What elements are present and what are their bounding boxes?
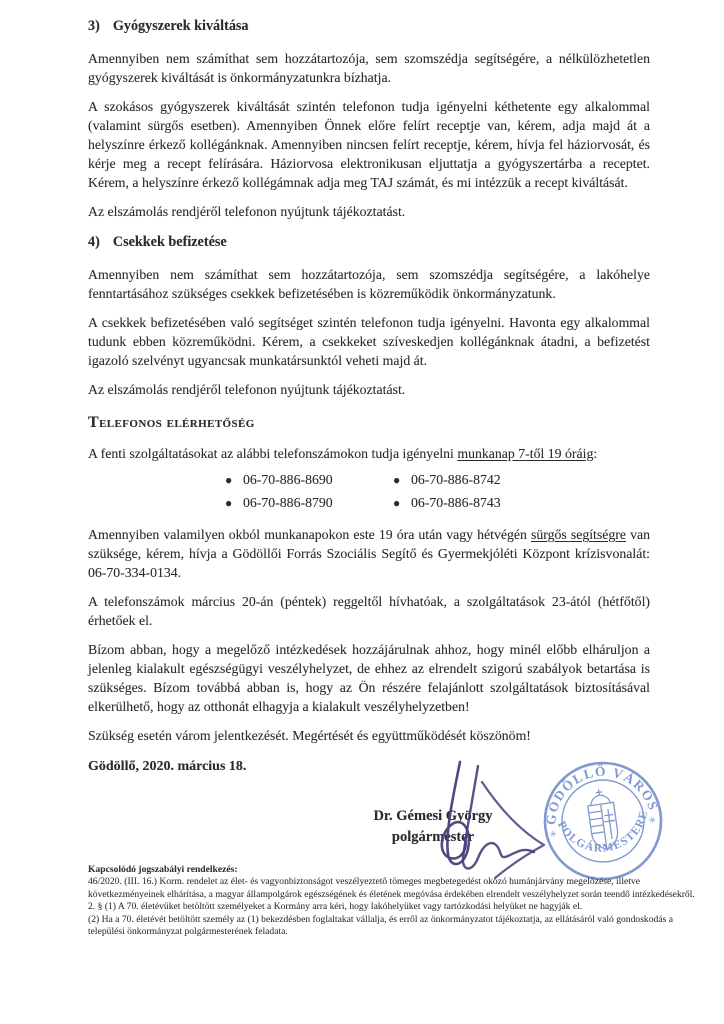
phone-number-item xyxy=(225,493,393,513)
bullet-icon: ● xyxy=(225,473,233,487)
phone-number-item xyxy=(393,493,650,513)
footnote-heading: Kapcsolódó jogszabályi rendelkezés: xyxy=(88,864,238,875)
phone-number: 06-70-886-8790 xyxy=(243,495,333,510)
signature-block xyxy=(328,806,538,848)
signer-role: polgármester xyxy=(391,829,475,845)
stamp-top-text: GÖDÖLLŐ VÁROS xyxy=(543,763,662,826)
letter-body xyxy=(88,14,650,775)
phone-number: 06-70-886-8742 xyxy=(411,472,501,487)
bullet-icon: ● xyxy=(393,473,401,487)
bullet-icon: ● xyxy=(225,496,233,510)
phone-number-item xyxy=(393,470,650,490)
contact-intro-prefix: A fenti szolgáltatásokat az alábbi telefonszámokon tudja igényelni xyxy=(88,446,458,461)
section-3-paragraph-2: A szokásos gyógyszerek kiváltását szintén telefonon tudja igényelni kéthetente egy alkalommal (valamint sürgős esetben). Amennyiben Önnek előre felírt receptje van, kérem, adja majd át a helyszínre érkező kollégánknak. Amennyiben nincsen felírt receptje, kérem, hívja fel háziorvosát, és kérje meg a recept felírására. Háziorvosa elektronikusan eljuttatja a gyógyszertárba a receptet. Kérem, a helyszínre érkező kollégámnak adja meg TAJ számát, és mi intézzük a recept kiváltását. xyxy=(88,99,650,190)
contact-section-title: Telefonos elérhetőség xyxy=(88,414,255,431)
contact-intro-suffix: : xyxy=(593,446,598,461)
footnote-paragraph-2: (2) Ha a 70. életévét betöltött személy az (1) bekezdésben foglaltakat vállalja, és erről az önkormányzatot tájékoztatja, az ellátásáról való gondoskodás a települési önkormányzat polgármesterének feladata. xyxy=(88,913,673,938)
phone-number: 06-70-886-8690 xyxy=(243,472,333,487)
bullet-icon: ● xyxy=(393,496,401,510)
section-3-heading xyxy=(88,18,650,35)
section-4-number: 4) xyxy=(88,234,100,250)
closing-paragraph-2: Szükség esetén várom jelentkezését. Megértését és együttműködését köszönöm! xyxy=(88,728,531,743)
phone-number-item xyxy=(225,470,393,490)
stamp-star-left-icon: ✳ xyxy=(548,828,558,840)
section-4-paragraph-1: Amennyiben nem számíthat sem hozzátartozója, sem szomszédja segítségére, a lakóhelye fenntartásához szükséges csekkek befizetésében is közreműködik önkormányzatunk. xyxy=(88,267,650,301)
footnote-paragraph-1: 2. § (1) A 70. életévüket betöltött személyeket a Kormány arra kéri, hogy lakóhelyüket vagy tartózkodási helyüket ne hagyják el. xyxy=(88,901,583,913)
stamp-star-right-icon: ✳ xyxy=(647,814,657,826)
signer-name: Dr. Gémesi György xyxy=(373,808,493,824)
contact-intro xyxy=(88,444,650,463)
section-4-title: Csekkek befizetése xyxy=(112,234,227,250)
dateline: Gödöllő, 2020. március 18. xyxy=(88,759,247,774)
footnote-decree: 46/2020. (III. 16.) Korm. rendelet az élet- és vagyonbiztonságot veszélyeztető tömeges megbetegedést okozó humánjárvány megelőzése, illetve következményeinek elhárítása, a magyar állampolgárok egészségének és életének megóvása érdekében elrendelt veszélyhelyzet során teendő intézkedésekről. xyxy=(88,876,695,900)
phone-number: 06-70-886-8743 xyxy=(411,495,501,510)
phone-number-list xyxy=(225,470,650,513)
emergency-paragraph xyxy=(88,525,650,582)
section-3-title: Gyógyszerek kiváltása xyxy=(112,18,249,34)
emergency-suffix: van szüksége, kérem, hívja a Gödöllői Forrás Szociális Segítő és Gyermekjóléti Központ krízisvonalát: 06-70-334-0134. xyxy=(88,527,650,580)
emergency-prefix: Amennyiben valamilyen okból munkanapokon este 19 óra után vagy hétvégén xyxy=(88,527,531,542)
closing-paragraph-1: Bízom abban, hogy a megelőző intézkedések hozzájárulnak ahhoz, hogy minél előbb elháruljon a jelenleg kialakult egészségügyi veszélyhelyzet, de ehhez az elrendelt szigorú szabályok betartása is szükséges. Bízom továbbá abban is, hogy az Ön részére felajánlott szolgáltatások biztosításával elkerülhető, hogy az otthonát elhagyja a kialakult veszélyhelyzetben! xyxy=(88,642,650,714)
section-4-paragraph-3: Az elszámolás rendjéről telefonon nyújtunk tájékoztatást. xyxy=(88,382,406,397)
stamp-bottom-text: POLGÁRMESTERE xyxy=(554,809,651,855)
availability-paragraph: A telefonszámok március 20-án (péntek) reggeltől hívhatóak, a szolgáltatások 23-ától (hétfőtől) érhetőek el. xyxy=(88,594,650,628)
section-3-number: 3) xyxy=(88,18,100,34)
contact-intro-hours: munkanap 7-től 19 óráig xyxy=(457,446,594,461)
section-4-heading xyxy=(88,234,650,251)
section-4-paragraph-2: A csekkek befizetésében való segítséget szintén telefonon tudja igényelni. Havonta egy alkalommal tudunk ebben közreműködni. Kérem, a csekkeket szíveskedjen kollégánknak átadni, a befizetést igazoló szelvényt ugyancsak munkatársunktól veheti majd át. xyxy=(88,315,650,368)
emergency-underline: sürgős segítségre xyxy=(530,527,626,542)
section-3-paragraph-3: Az elszámolás rendjéről telefonon nyújtunk tájékoztatást. xyxy=(88,204,406,219)
section-3-paragraph-1: Amennyiben nem számíthat sem hozzátartozója, sem szomszédja segítségére, a nélkülözhetetlen gyógyszerek kiváltását is önkormányzatunkra bízhatja. xyxy=(88,51,650,85)
legal-footnotes xyxy=(88,864,704,938)
